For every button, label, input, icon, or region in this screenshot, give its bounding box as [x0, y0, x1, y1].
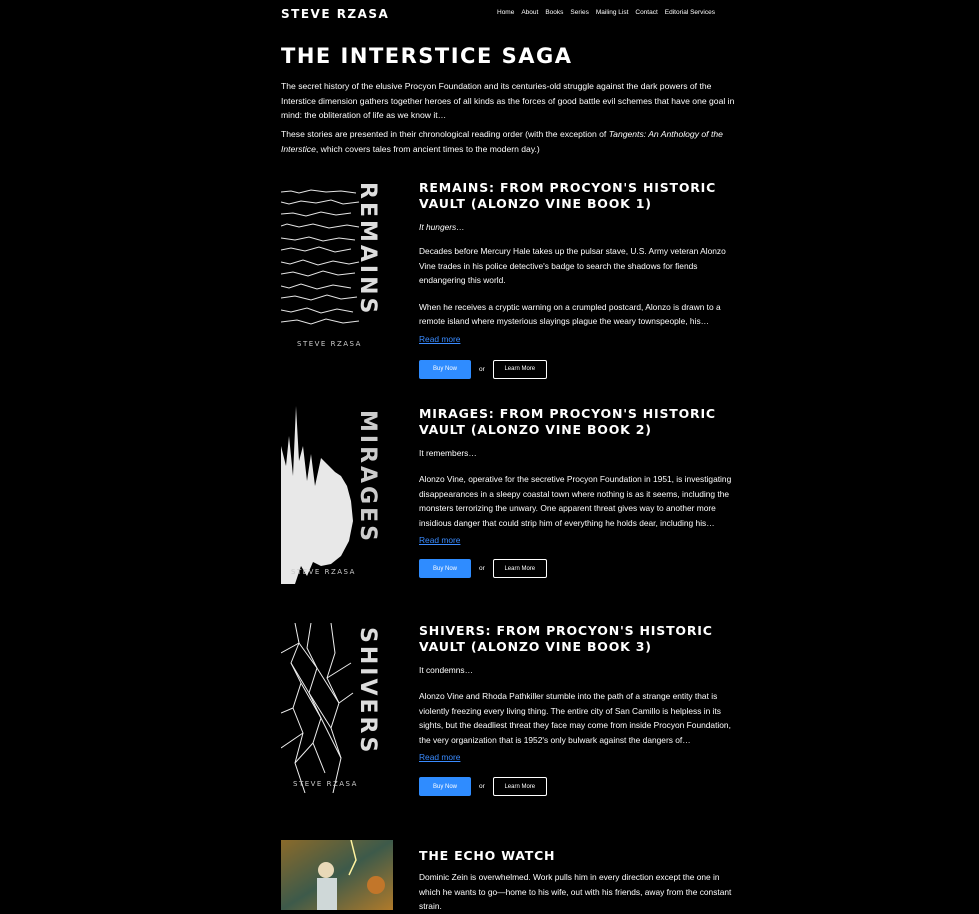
main-nav — [497, 9, 715, 16]
book-description-1: Alonzo Vine and Rhoda Pathkiller stumble into the path of a strange entity that is violently freezing every living thing. The entire city of San Camillo is helpless in its sights, but the deadliest threat they face may come from inside Procyon Foundation, the very organization that is 1952's only bulwark against the dangers of… — [419, 691, 731, 745]
book-cover-mirages[interactable] — [281, 406, 393, 584]
nav-editorial-services[interactable]: Editorial Services — [664, 9, 715, 16]
nav-series[interactable]: Series — [570, 9, 589, 16]
book-description-1: Alonzo Vine, operative for the secretive Procyon Foundation in 1951, is investigating disappearances in a sleepy coastal town where nothing is as it seems, including the monsters terrorizing the unwary. One apparent threat gives way to another more insidious danger that could strip him of everything he holds dear, including his… — [419, 474, 732, 528]
read-more-link[interactable]: Read more — [419, 333, 461, 344]
book-tagline: It remembers… — [419, 448, 477, 458]
learn-more-button[interactable]: Learn More — [493, 777, 547, 796]
read-more-link[interactable]: Read more — [419, 535, 461, 546]
or-separator: or — [479, 783, 485, 791]
nav-books[interactable]: Books — [545, 9, 564, 16]
book-tagline: It hungers… — [419, 222, 465, 232]
intro-paragraph-1: The secret history of the elusive Procyon Foundation and its centuries-old struggle against the dark powers of the Interstice dimension gathers together heroes of all kinds as the forces of good battle evil schemes that have one goal in mind: the obliteration of life as we know it… — [281, 81, 735, 120]
intro2-italic-title: Tangents: An Anthology of the Interstice — [281, 129, 723, 154]
buy-now-button[interactable]: Buy Now — [419, 559, 471, 578]
book-title[interactable]: REMAINS: FROM PROCYON'S HISTORIC VAULT (ALONZO VINE BOOK 1) — [419, 180, 717, 211]
read-more-link[interactable]: Read more — [419, 752, 461, 763]
buy-now-button[interactable]: Buy Now — [419, 777, 471, 796]
nav-about[interactable]: About — [521, 9, 539, 16]
learn-more-button[interactable]: Learn More — [493, 360, 547, 379]
book-description-1: Decades before Mercury Hale takes up the pulsar stave, U.S. Army veteran Alonzo Vine trades in his police detective's badge to search the shadows for fiends endangering this world. — [419, 246, 726, 286]
book-title[interactable]: SHIVERS: FROM PROCYON'S HISTORIC VAULT (ALONZO VINE BOOK 3) — [419, 623, 713, 654]
intro2-text-b: , which covers tales from ancient times to the modern day.) — [315, 143, 540, 154]
book-info-shivers — [419, 623, 736, 796]
book-info-echo-watch — [419, 840, 736, 914]
cover-title-text: REMAINS — [355, 182, 380, 317]
book-info-mirages — [419, 406, 736, 578]
nav-contact[interactable]: Contact — [635, 9, 658, 16]
cover-art-echo-watch — [281, 840, 393, 910]
or-separator: or — [479, 365, 485, 373]
cover-art-shivers — [281, 623, 393, 793]
buy-now-button[interactable]: Buy Now — [419, 360, 471, 379]
book-cover-shivers[interactable] — [281, 623, 393, 793]
book-title[interactable]: MIRAGES: FROM PROCYON'S HISTORIC VAULT (ALONZO VINE BOOK 2) — [419, 406, 716, 437]
cover-title-text: SHIVERS — [355, 627, 380, 756]
book-info-remains — [419, 180, 736, 379]
book-tagline: It condemns… — [419, 665, 473, 675]
intro-paragraph-2 — [281, 127, 736, 156]
book-actions — [419, 360, 736, 379]
or-separator: or — [479, 565, 485, 573]
book-actions — [419, 559, 736, 578]
book-cover-echo-watch[interactable] — [281, 840, 393, 910]
cover-author-text: STEVE RZASA — [297, 340, 362, 348]
nav-mailing-list[interactable]: Mailing List — [595, 9, 629, 16]
book-cover-remains[interactable] — [281, 180, 393, 350]
cover-title-text: MIRAGES — [355, 410, 380, 544]
book-actions — [419, 777, 736, 796]
nav-home[interactable]: Home — [497, 9, 515, 16]
book-description-1: Dominic Zein is overwhelmed. Work pulls him in every direction except the one in which he wants to go—home to his wife, out with his friends, away from the constant strain. — [419, 872, 732, 912]
book-title[interactable]: THE ECHO WATCH — [419, 848, 556, 863]
book-description-2: When he receives a cryptic warning on a crumpled postcard, Alonzo is drawn to a remote island where mysterious slayings plague the weary townspeople, his… — [419, 301, 721, 327]
intro2-text-a: These stories are presented in their chronological reading order (with the exception of — [281, 129, 609, 139]
site-title[interactable]: STEVE RZASA — [281, 7, 390, 21]
cover-author-text: STEVE RZASA — [293, 780, 358, 788]
cover-art-mirages — [281, 406, 393, 584]
learn-more-button[interactable]: Learn More — [493, 559, 547, 578]
cover-art-remains — [281, 180, 393, 350]
page-title: THE INTERSTICE SAGA — [281, 44, 573, 68]
cover-author-text: STEVE RZASA — [291, 568, 356, 576]
